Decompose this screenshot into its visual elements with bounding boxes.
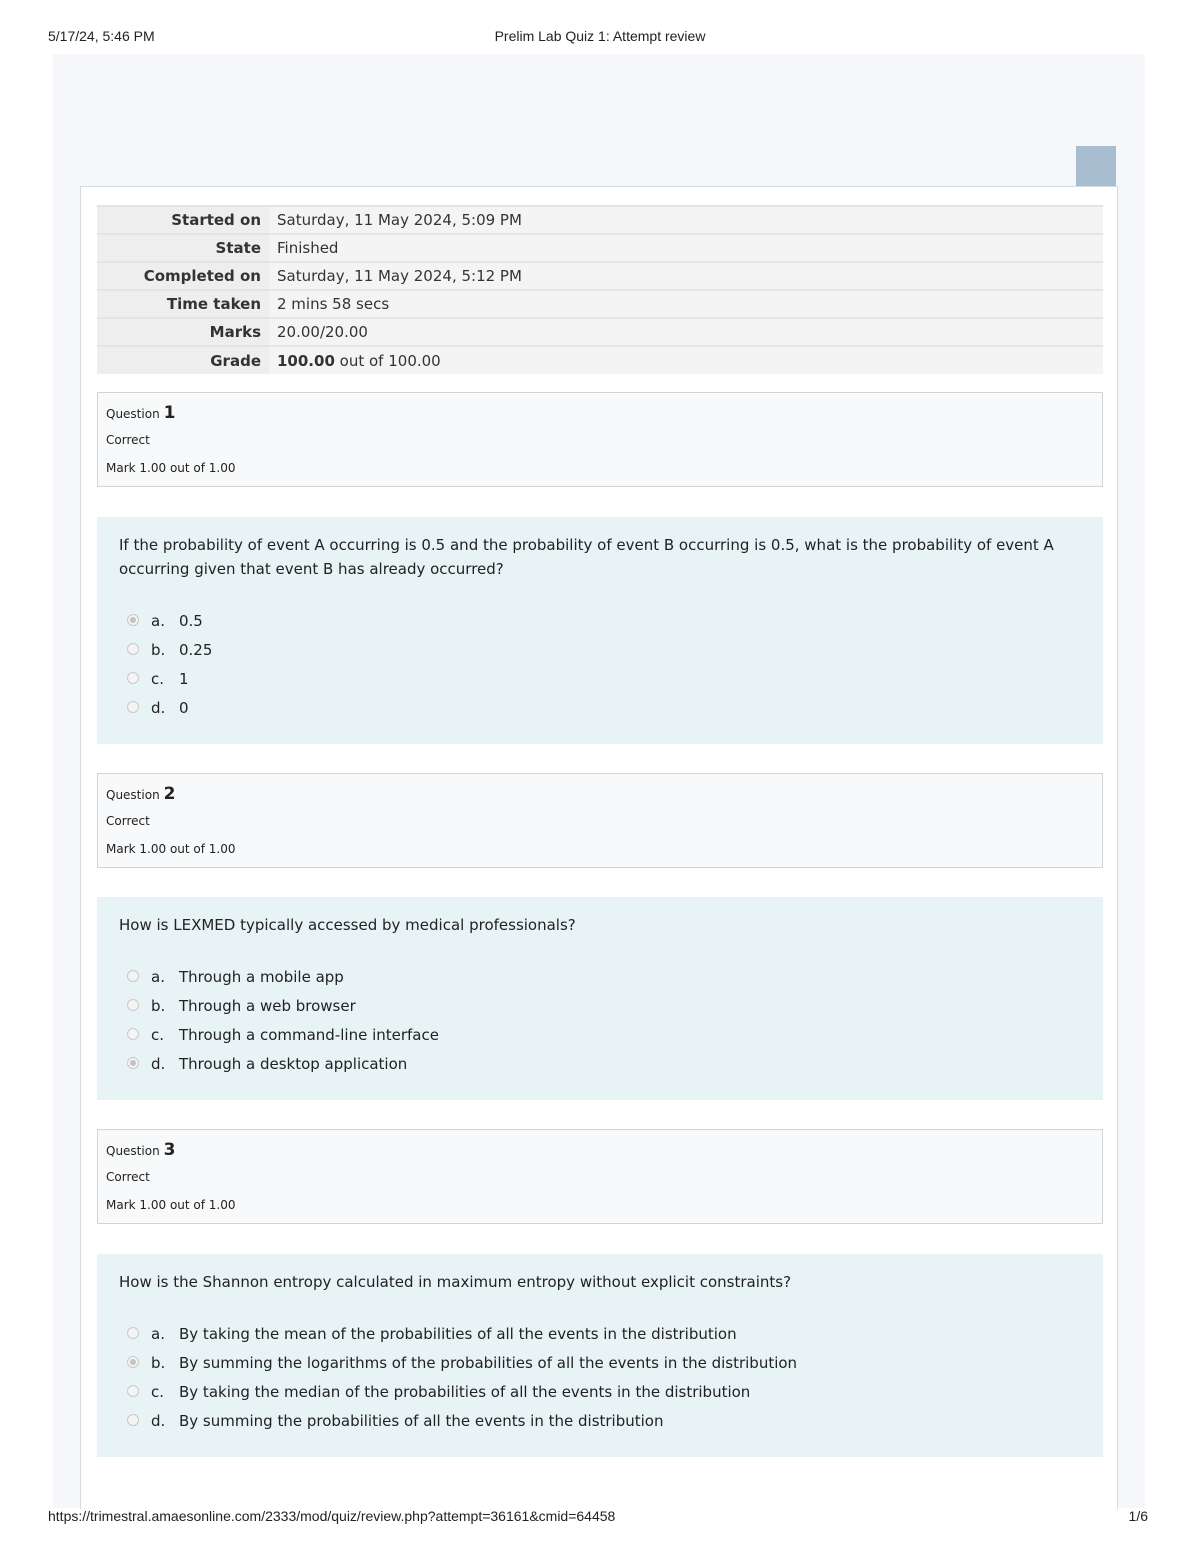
answer-letter: a. [151, 612, 165, 630]
question-content-1 [97, 517, 1103, 744]
radio-icon[interactable] [127, 1414, 139, 1426]
answer-letter: d. [151, 699, 166, 717]
summary-value: 20.00/20.00 [269, 318, 1103, 346]
answer-option[interactable] [127, 1021, 439, 1050]
page-url[interactable]: https://trimestral.amaesonline.com/2333/mod/quiz/review.php?attempt=36161&cmid=64458 [48, 1508, 616, 1524]
question-number [106, 784, 176, 804]
radio-icon[interactable] [127, 643, 139, 655]
radio-checked-icon[interactable] [127, 1057, 139, 1069]
radio-checked-icon[interactable] [127, 1356, 139, 1368]
summary-label: State [97, 234, 269, 262]
answer-option[interactable] [127, 694, 212, 723]
radio-icon[interactable] [127, 1028, 139, 1040]
answer-option[interactable] [127, 665, 212, 694]
print-date: 5/17/24, 5:46 PM [48, 28, 155, 44]
answer-option[interactable] [127, 992, 439, 1021]
question-info-2 [97, 773, 1103, 868]
grade-value: 100.00 [277, 351, 335, 370]
answer-text: By taking the median of the probabilities of all the events in the distribution [179, 1383, 751, 1401]
question-prompt: How is the Shannon entropy calculated in maximum entropy without explicit constraints? [119, 1273, 792, 1291]
question-content-2 [97, 897, 1103, 1100]
summary-row-time [97, 290, 1103, 318]
question-info-3 [97, 1129, 1103, 1224]
print-header [48, 28, 1152, 48]
answer-letter: b. [151, 641, 166, 659]
summary-value: Saturday, 11 May 2024, 5:12 PM [269, 262, 1103, 290]
answer-letter: b. [151, 1354, 166, 1372]
summary-value [269, 346, 1103, 374]
answer-option[interactable] [127, 636, 212, 665]
answer-text: Through a web browser [179, 997, 356, 1015]
radio-icon[interactable] [127, 1385, 139, 1397]
page-number: 1/6 [1128, 1508, 1148, 1524]
print-title: Prelim Lab Quiz 1: Attempt review [494, 28, 706, 44]
answer-text: Through a mobile app [179, 968, 344, 986]
summary-value: Finished [269, 234, 1103, 262]
question-grade: Mark 1.00 out of 1.00 [106, 842, 236, 856]
answer-option[interactable] [127, 1378, 797, 1407]
answer-text: 1 [179, 670, 189, 688]
question-label: Question [106, 1144, 160, 1158]
question-grade: Mark 1.00 out of 1.00 [106, 461, 236, 475]
answer-text: Through a desktop application [179, 1055, 408, 1073]
question-grade: Mark 1.00 out of 1.00 [106, 1198, 236, 1212]
radio-icon[interactable] [127, 999, 139, 1011]
summary-label: Marks [97, 318, 269, 346]
question-state: Correct [106, 814, 150, 828]
answer-text: 0.25 [179, 641, 213, 659]
answer-text: 0.5 [179, 612, 203, 630]
question-info-1 [97, 392, 1103, 487]
answer-option[interactable] [127, 1349, 797, 1378]
summary-label: Completed on [97, 262, 269, 290]
question-label: Question [106, 407, 160, 421]
summary-row-state [97, 234, 1103, 262]
summary-row-grade [97, 346, 1103, 374]
radio-icon[interactable] [127, 970, 139, 982]
question-label: Question [106, 788, 160, 802]
answer-option[interactable] [127, 1050, 439, 1079]
question-state: Correct [106, 1170, 150, 1184]
summary-row-marks [97, 318, 1103, 346]
answer-option[interactable] [127, 1320, 797, 1349]
answer-option[interactable] [127, 1407, 797, 1436]
summary-row-completed [97, 262, 1103, 290]
question-prompt: How is LEXMED typically accessed by medical professionals? [119, 916, 576, 934]
question-content-3 [97, 1254, 1103, 1457]
grade-suffix: out of 100.00 [339, 351, 441, 370]
answer-text: Through a command-line interface [179, 1026, 439, 1044]
answer-letter: c. [151, 1383, 165, 1401]
answer-letter: c. [151, 670, 165, 688]
question-prompt: If the probability of event A occurring is 0.5 and the probability of event B occurring is 0.5, what is the probability of event A occurring given that event B has already occurred? [119, 536, 1054, 578]
radio-checked-icon[interactable] [127, 614, 139, 626]
question-state: Correct [106, 433, 150, 447]
attempt-summary-table [97, 205, 1103, 374]
answer-text: By summing the probabilities of all the events in the distribution [179, 1412, 664, 1430]
summary-value: 2 mins 58 secs [269, 290, 1103, 318]
question-number-value: 3 [163, 1140, 176, 1160]
radio-icon[interactable] [127, 701, 139, 713]
radio-icon[interactable] [127, 1327, 139, 1339]
answer-list [127, 607, 212, 723]
answer-text: 0 [179, 699, 189, 717]
answer-text: By summing the logarithms of the probabilities of all the events in the distribution [179, 1354, 798, 1372]
main-content [80, 186, 1118, 1509]
summary-value: Saturday, 11 May 2024, 5:09 PM [269, 206, 1103, 234]
summary-label: Grade [97, 346, 269, 374]
answer-letter: d. [151, 1412, 166, 1430]
drawer-toggle-block[interactable] [1076, 146, 1116, 186]
answer-option[interactable] [127, 607, 212, 636]
summary-row-started [97, 206, 1103, 234]
answer-list [127, 1320, 797, 1436]
answer-letter: d. [151, 1055, 166, 1073]
answer-letter: b. [151, 997, 166, 1015]
question-number [106, 403, 176, 423]
answer-text: By taking the mean of the probabilities of all the events in the distribution [179, 1325, 737, 1343]
print-footer [48, 1508, 1152, 1528]
answer-letter: a. [151, 1325, 165, 1343]
question-number [106, 1140, 176, 1160]
answer-option[interactable] [127, 963, 439, 992]
answer-list [127, 963, 439, 1079]
answer-letter: a. [151, 968, 165, 986]
summary-label: Started on [97, 206, 269, 234]
question-number-value: 1 [163, 403, 176, 423]
radio-icon[interactable] [127, 672, 139, 684]
question-number-value: 2 [163, 784, 176, 804]
summary-label: Time taken [97, 290, 269, 318]
answer-letter: c. [151, 1026, 165, 1044]
